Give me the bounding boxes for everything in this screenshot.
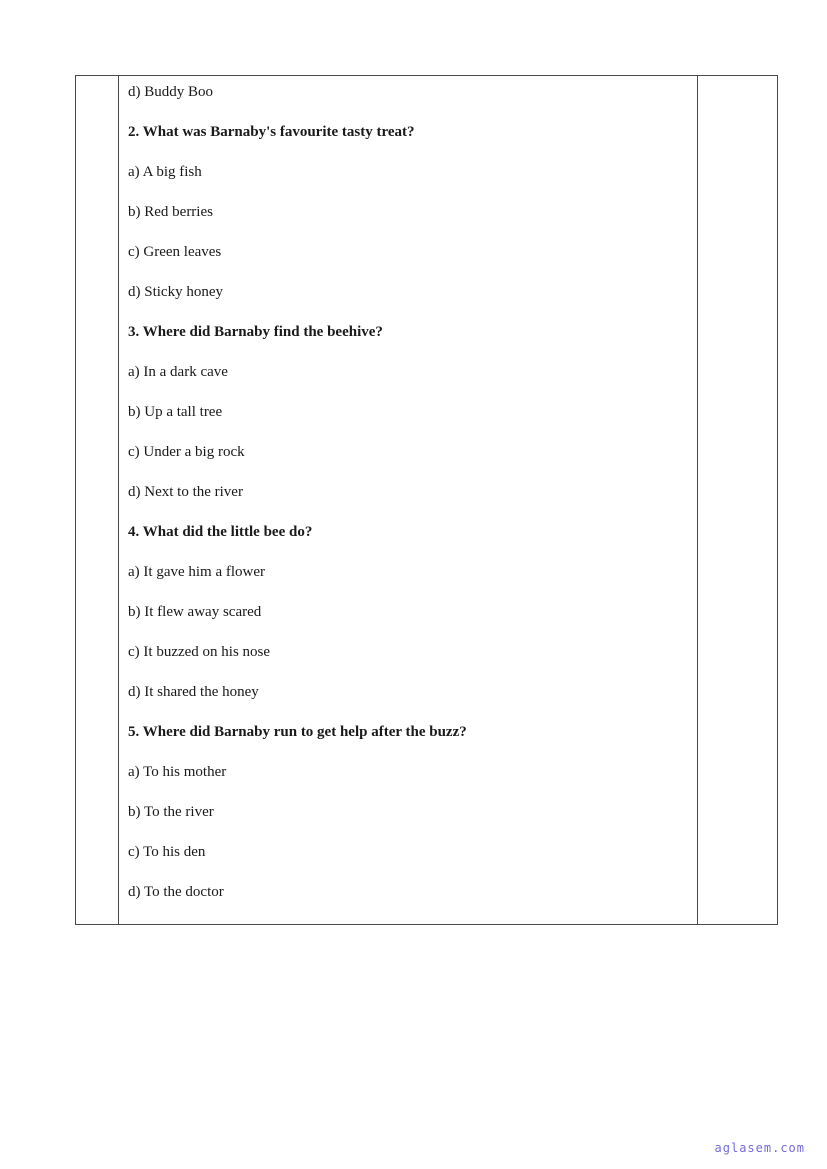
answer-option: a) It gave him a flower [128, 564, 266, 580]
answer-option: b) Red berries [128, 204, 213, 220]
answer-option: c) Green leaves [128, 244, 222, 260]
answer-option: b) It flew away scared [128, 604, 262, 620]
answer-option: b) To the river [128, 804, 214, 820]
table-right-column [697, 76, 777, 924]
answer-option: d) Next to the river [128, 484, 243, 500]
answer-option: c) Under a big rock [128, 444, 245, 460]
question-heading: 5. Where did Barnaby run to get help after the buzz? [128, 724, 467, 740]
question-table [75, 75, 778, 925]
watermark-link[interactable]: aglasem.com [714, 1141, 805, 1155]
answer-option: a) In a dark cave [128, 364, 228, 380]
answer-option: c) To his den [128, 844, 206, 860]
answer-option: d) Sticky honey [128, 284, 223, 300]
question-heading: 4. What did the little bee do? [128, 524, 313, 540]
answer-option: d) It shared the honey [128, 684, 259, 700]
answer-option: a) To his mother [128, 764, 227, 780]
answer-option: a) A big fish [128, 164, 202, 180]
answer-option: b) Up a tall tree [128, 404, 223, 420]
answer-option: d) To the doctor [128, 884, 224, 900]
table-left-column [76, 76, 119, 924]
question-heading: 2. What was Barnaby's favourite tasty treat? [128, 124, 415, 140]
question-heading: 3. Where did Barnaby find the beehive? [128, 324, 383, 340]
answer-option: c) It buzzed on his nose [128, 644, 271, 660]
table-content-column [119, 76, 697, 924]
answer-option: d) Buddy Boo [128, 84, 214, 100]
